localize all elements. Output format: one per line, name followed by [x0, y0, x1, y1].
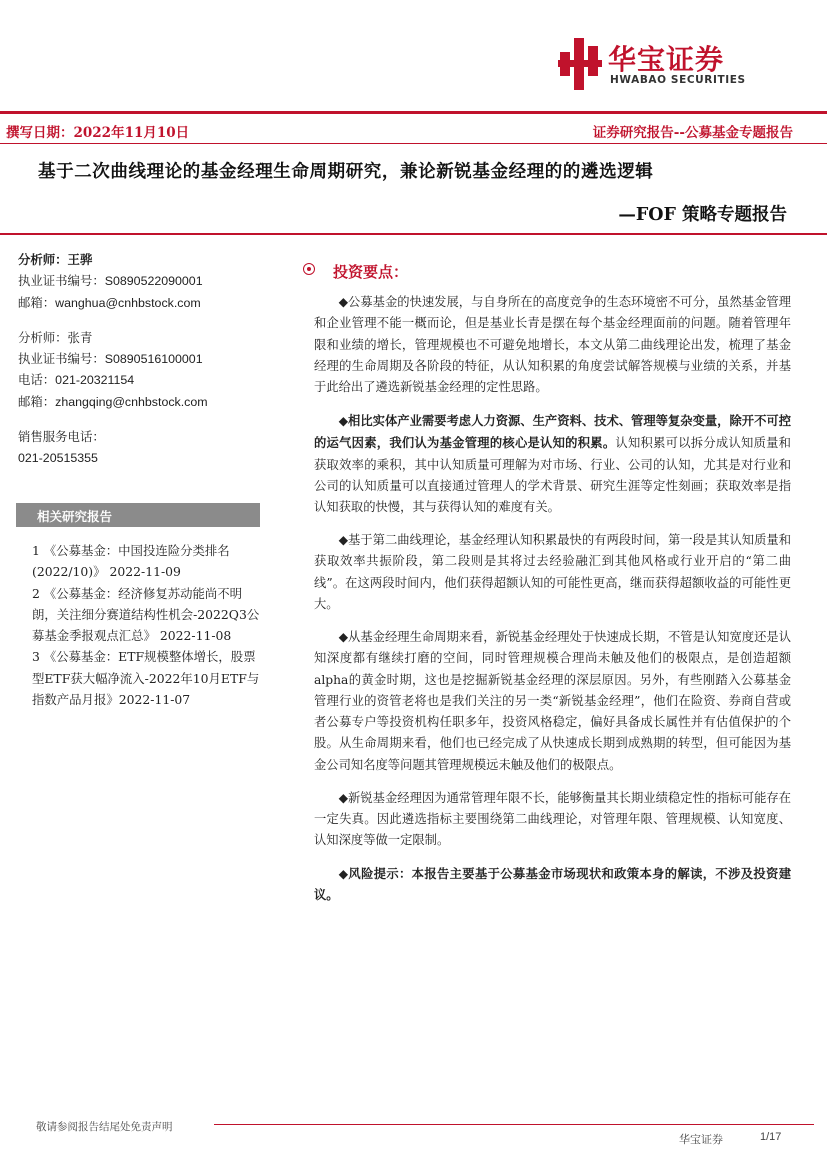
related-reports-title: 相关研究报告 — [37, 509, 113, 524]
analyst-email: 邮箱：zhangqing@cnhbstock.com — [18, 394, 208, 409]
analyst-name: 分析师：王骅 — [18, 253, 93, 267]
hwabao-logo-icon — [558, 38, 602, 90]
report-date: 撰写日期：2022年11月10日 — [6, 125, 190, 141]
key-points-body — [314, 292, 791, 917]
analyst-cert: 执业证书编号：S0890522090001 — [18, 274, 203, 289]
related-reports-list — [32, 540, 266, 710]
report-subtitle: —FOF 策略专题报告 — [618, 205, 787, 225]
key-point-paragraph: ◆公募基金的快速发展，与自身所在的高度竞争的生态环境密不可分，虽然基金管理和企业管理不能一概而论，但是基业长青是摆在每个基金经理面前的问题。随着管理年限和业绩的增长，管理规模也不可避免地增长，本文从第二曲线理论出发，梳理了基金经理的生命周期及各阶段的特征，从认知积累的角度尝试解答规模与业绩的关系，并基于此给出了遴选新锐基金经理的定性思路。 — [314, 295, 791, 395]
risk-warning: ◆风险提示：本报告主要基于公募基金市场现状和政策本身的解读，不涉及投资建议。 — [314, 866, 791, 903]
key-point-paragraph: ◆新锐基金经理因为通常管理年限不长，能够衡量其长期业绩稳定性的指标可能存在一定失真。因此遴选指标主要围绕第二曲线理论，对管理年限、管理规模、认知宽度、认知深度等做一定限制。 — [314, 790, 791, 848]
analyst-cert: 执业证书编号：S0890516100001 — [18, 352, 203, 367]
list-item[interactable]: 2 《公募基金：经济修复苏动能尚不明朗，关注细分赛道结构性机会-2022Q3公募基金季报观点汇总》 2022-11-08 — [32, 585, 260, 644]
sales-label: 销售服务电话： — [18, 430, 105, 445]
header-rule-thin — [0, 143, 827, 144]
key-point-paragraph: ◆基于第二曲线理论，基金经理认知积累最快的有两段时间，第一段是其认知质量和获取效率共振阶段，第二段则是其将过去经验融汇到其他风格或行业开启的“第二曲线”。在这两段时间内，他们获得超额认知的可能性更高，继而获得超额收益的可能性更大。 — [314, 533, 791, 612]
footer-rule — [214, 1124, 814, 1125]
footer-company: 华宝证券 — [679, 1133, 723, 1146]
list-item[interactable]: 1 《公募基金：中国投连险分类排名(2022/10)》 2022-11-09 — [32, 543, 230, 580]
company-logo — [558, 36, 798, 96]
key-point-paragraph: ◆从基金经理生命周期来看，新锐基金经理处于快速成长期，不管是认知宽度还是认知深度都有继续打磨的空间，同时管理规模合理尚未触及他们的极限点，是创造超额alpha的黄金时期，这也是挖掘新锐基金经理的深层原因。另外，有些刚踏入公募基金管理行业的资管老将也是我们关注的另一类“新锐基金经理”，他们在险资、券商自营或者公募专户等投资机构任职多年，投资风格稳定，偏好具备成长属性并有估值保护的个股。从生命周期来看，他们也已经完成了从快速成长期到成熟期的转型，但可能因为基金公司知名度等问题其管理规模远未触及他们的极限点。 — [314, 629, 791, 772]
sales-phone: 021-20515355 — [18, 451, 98, 466]
list-item[interactable]: 3 《公募基金：ETF规模整体增长，股票型ETF获大幅净流入-2022年10月ETF与指数产品月报》2022-11-07 — [32, 649, 260, 708]
page-number: 1/17 — [760, 1131, 782, 1143]
logo-english-name: HWABAO SECURITIES — [610, 74, 746, 86]
analyst-email: 邮箱：wanghua@cnhbstock.com — [18, 295, 201, 310]
report-series: 证券研究报告--公募基金专题报告 — [592, 125, 793, 141]
header-rule — [0, 111, 827, 114]
key-point-emphasis: ◆相比实体产业需要考虑人力资源、生产资料、技术、管理等复杂变量，除开不可控的运气因素，我们认为基金管理的核心是认知的积累。 — [314, 413, 791, 451]
key-point-text: 认知积累可以拆分成认知质量和获取效率的乘积，其中认知质量可理解为对市场、行业、公司的认知，尤其是对行业和公司的认知质量可以直接通过管理人的学术背景、研究生涯等定性刻画；获取效率是指认知获取的快慢，其与获得认知的难度有关。 — [314, 436, 791, 515]
analyst-info — [18, 250, 268, 470]
report-title: 基于二次曲线理论的基金经理生命周期研究，兼论新锐基金经理的的遴选逻辑 — [38, 162, 654, 182]
key-points-title: 投资要点： — [333, 263, 409, 281]
footer-disclaimer: 敬请参阅报告结尾处免责声明 — [36, 1121, 173, 1133]
title-rule — [0, 233, 827, 235]
analyst-phone: 电话：021-20321154 — [18, 373, 135, 388]
analyst-name: 分析师：张青 — [18, 330, 93, 345]
bullet-circle-icon — [303, 263, 315, 275]
key-point-paragraph — [314, 410, 791, 518]
logo-chinese-name: 华宝证券 — [608, 43, 725, 76]
